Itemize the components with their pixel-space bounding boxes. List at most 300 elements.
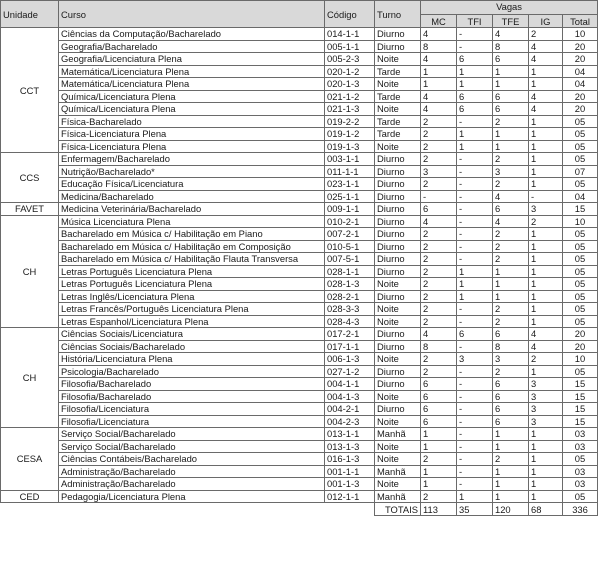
turno-cell: Diurno xyxy=(375,28,421,41)
table-row xyxy=(1,490,598,503)
total-cell: 20 xyxy=(563,103,598,116)
turno-cell: Manhã xyxy=(375,428,421,441)
turno-cell: Diurno xyxy=(375,328,421,341)
table-row xyxy=(1,303,598,316)
tfi-cell: - xyxy=(457,190,493,203)
unidade-cell: CESA xyxy=(1,428,59,491)
ig-cell: - xyxy=(529,190,563,203)
total-cell: 20 xyxy=(563,53,598,66)
turno-cell: Noite xyxy=(375,453,421,466)
tfe-cell: 1 xyxy=(493,490,529,503)
tfe-cell: 1 xyxy=(493,465,529,478)
tfe-cell: 1 xyxy=(493,428,529,441)
total-cell: 20 xyxy=(563,340,598,353)
turno-cell: Tarde xyxy=(375,90,421,103)
tfe-cell: 1 xyxy=(493,140,529,153)
turno-cell: Diurno xyxy=(375,190,421,203)
ig-cell: 1 xyxy=(529,153,563,166)
codigo-cell: 020-1-3 xyxy=(325,78,375,91)
header-turno: Turno xyxy=(375,1,421,28)
tfe-cell: 3 xyxy=(493,353,529,366)
codigo-cell: 019-2-2 xyxy=(325,115,375,128)
tfe-cell: 2 xyxy=(493,253,529,266)
total-cell: 05 xyxy=(563,453,598,466)
ig-cell: 1 xyxy=(529,315,563,328)
turno-cell: Noite xyxy=(375,415,421,428)
table-row xyxy=(1,378,598,391)
turno-cell: Tarde xyxy=(375,115,421,128)
total-cell: 15 xyxy=(563,378,598,391)
table-row xyxy=(1,478,598,491)
turno-cell: Noite xyxy=(375,390,421,403)
tfi-cell: 6 xyxy=(457,328,493,341)
table-row xyxy=(1,440,598,453)
table-row xyxy=(1,265,598,278)
curso-cell: Letras Português Licenciatura Plena xyxy=(59,265,325,278)
turno-cell: Diurno xyxy=(375,253,421,266)
tfe-cell: 6 xyxy=(493,53,529,66)
ig-cell: 3 xyxy=(529,403,563,416)
tfi-cell: 1 xyxy=(457,128,493,141)
total-cell: 05 xyxy=(563,240,598,253)
tfe-cell: 8 xyxy=(493,40,529,53)
tfe-cell: 1 xyxy=(493,128,529,141)
tfi-cell: - xyxy=(457,28,493,41)
tfi-cell: 1 xyxy=(457,278,493,291)
table-row xyxy=(1,103,598,116)
mc-cell: 4 xyxy=(421,103,457,116)
codigo-cell: 011-1-1 xyxy=(325,165,375,178)
turno-cell: Noite xyxy=(375,478,421,491)
header-mc: MC xyxy=(421,15,457,28)
tfi-cell: 1 xyxy=(457,290,493,303)
tfe-cell: 6 xyxy=(493,203,529,216)
mc-cell: 8 xyxy=(421,340,457,353)
tfe-cell: 1 xyxy=(493,78,529,91)
totals-tfi: 35 xyxy=(457,503,493,516)
totals-tfe: 120 xyxy=(493,503,529,516)
table-row xyxy=(1,40,598,53)
table-header xyxy=(1,1,598,28)
tfi-cell: 3 xyxy=(457,353,493,366)
tfe-cell: 6 xyxy=(493,103,529,116)
mc-cell: 6 xyxy=(421,390,457,403)
mc-cell: 4 xyxy=(421,90,457,103)
codigo-cell: 004-2-1 xyxy=(325,403,375,416)
mc-cell: 4 xyxy=(421,215,457,228)
curso-cell: Química/Licenciatura Plena xyxy=(59,103,325,116)
ig-cell: 1 xyxy=(529,128,563,141)
table-row xyxy=(1,453,598,466)
mc-cell: 4 xyxy=(421,328,457,341)
tfi-cell: - xyxy=(457,215,493,228)
tfe-cell: 2 xyxy=(493,115,529,128)
total-cell: 05 xyxy=(563,490,598,503)
tfi-cell: 6 xyxy=(457,53,493,66)
curso-cell: Geografia/Licenciatura Plena xyxy=(59,53,325,66)
table-row xyxy=(1,278,598,291)
ig-cell: 2 xyxy=(529,353,563,366)
ig-cell: 1 xyxy=(529,78,563,91)
codigo-cell: 028-4-3 xyxy=(325,315,375,328)
tfe-cell: 1 xyxy=(493,265,529,278)
total-cell: 05 xyxy=(563,153,598,166)
codigo-cell: 001-1-1 xyxy=(325,465,375,478)
total-cell: 15 xyxy=(563,203,598,216)
total-cell: 20 xyxy=(563,328,598,341)
turno-cell: Noite xyxy=(375,78,421,91)
codigo-cell: 006-1-3 xyxy=(325,353,375,366)
header-vagas: Vagas xyxy=(421,1,598,15)
curso-cell: Medicina/Bacharelado xyxy=(59,190,325,203)
tfe-cell: 6 xyxy=(493,403,529,416)
table-row xyxy=(1,415,598,428)
ig-cell: 1 xyxy=(529,365,563,378)
mc-cell: 6 xyxy=(421,403,457,416)
mc-cell: 6 xyxy=(421,415,457,428)
total-cell: 05 xyxy=(563,315,598,328)
table-row xyxy=(1,228,598,241)
curso-cell: Filosofia/Licenciatura xyxy=(59,415,325,428)
total-cell: 04 xyxy=(563,65,598,78)
table-row xyxy=(1,240,598,253)
curso-cell: Letras Inglês/Licenciatura Plena xyxy=(59,290,325,303)
ig-cell: 1 xyxy=(529,240,563,253)
tfe-cell: 8 xyxy=(493,340,529,353)
tfi-cell: - xyxy=(457,253,493,266)
codigo-cell: 017-1-1 xyxy=(325,340,375,353)
codigo-cell: 009-1-1 xyxy=(325,203,375,216)
mc-cell: 2 xyxy=(421,228,457,241)
turno-cell: Noite xyxy=(375,303,421,316)
tfi-cell: - xyxy=(457,165,493,178)
total-cell: 20 xyxy=(563,90,598,103)
table-row xyxy=(1,65,598,78)
tfi-cell: 6 xyxy=(457,90,493,103)
mc-cell: 8 xyxy=(421,40,457,53)
tfi-cell: 1 xyxy=(457,65,493,78)
total-cell: 03 xyxy=(563,478,598,491)
ig-cell: 2 xyxy=(529,28,563,41)
curso-cell: Letras Português Licenciatura Plena xyxy=(59,278,325,291)
unidade-cell: FAVET xyxy=(1,203,59,216)
tfi-cell: - xyxy=(457,340,493,353)
table-row xyxy=(1,153,598,166)
curso-cell: Letras Espanhol/Licenciatura Plena xyxy=(59,315,325,328)
mc-cell: 2 xyxy=(421,290,457,303)
curso-cell: Química/Licenciatura Plena xyxy=(59,90,325,103)
table-row xyxy=(1,353,598,366)
codigo-cell: 016-1-3 xyxy=(325,453,375,466)
codigo-cell: 028-1-3 xyxy=(325,278,375,291)
turno-cell: Manhã xyxy=(375,465,421,478)
tfi-cell: 1 xyxy=(457,490,493,503)
tfe-cell: 2 xyxy=(493,240,529,253)
table-row xyxy=(1,365,598,378)
ig-cell: 1 xyxy=(529,265,563,278)
table-row xyxy=(1,390,598,403)
total-cell: 07 xyxy=(563,165,598,178)
mc-cell: 2 xyxy=(421,490,457,503)
curso-cell: História/Licenciatura Plena xyxy=(59,353,325,366)
ig-cell: 1 xyxy=(529,165,563,178)
mc-cell: 2 xyxy=(421,153,457,166)
table-row xyxy=(1,115,598,128)
curso-cell: Enfermagem/Bacharelado xyxy=(59,153,325,166)
ig-cell: 1 xyxy=(529,478,563,491)
curso-cell: Medicina Veterinária/Bacharelado xyxy=(59,203,325,216)
codigo-cell: 010-2-1 xyxy=(325,215,375,228)
curso-cell: Administração/Bacharelado xyxy=(59,478,325,491)
tfi-cell: - xyxy=(457,403,493,416)
table-row xyxy=(1,328,598,341)
turno-cell: Diurno xyxy=(375,365,421,378)
table-row xyxy=(1,403,598,416)
codigo-cell: 028-2-1 xyxy=(325,290,375,303)
codigo-cell: 013-1-1 xyxy=(325,428,375,441)
turno-cell: Diurno xyxy=(375,228,421,241)
total-cell: 10 xyxy=(563,353,598,366)
mc-cell: 1 xyxy=(421,78,457,91)
codigo-cell: 021-1-2 xyxy=(325,90,375,103)
ig-cell: 1 xyxy=(529,140,563,153)
curso-cell: Física-Bacharelado xyxy=(59,115,325,128)
curso-cell: Geografia/Bacharelado xyxy=(59,40,325,53)
mc-cell: 2 xyxy=(421,128,457,141)
codigo-cell: 027-1-2 xyxy=(325,365,375,378)
table-row xyxy=(1,90,598,103)
tfe-cell: 1 xyxy=(493,290,529,303)
mc-cell: 2 xyxy=(421,115,457,128)
codigo-cell: 019-1-3 xyxy=(325,140,375,153)
mc-cell: 2 xyxy=(421,303,457,316)
table-row xyxy=(1,165,598,178)
tfi-cell: - xyxy=(457,415,493,428)
tfi-cell: - xyxy=(457,153,493,166)
tfe-cell: 2 xyxy=(493,365,529,378)
mc-cell: 2 xyxy=(421,240,457,253)
ig-cell: 2 xyxy=(529,215,563,228)
tfe-cell: 4 xyxy=(493,215,529,228)
total-cell: 04 xyxy=(563,190,598,203)
table-row xyxy=(1,428,598,441)
tfe-cell: 2 xyxy=(493,315,529,328)
table-row xyxy=(1,253,598,266)
total-cell: 03 xyxy=(563,428,598,441)
tfi-cell: - xyxy=(457,303,493,316)
tfe-cell: 6 xyxy=(493,328,529,341)
ig-cell: 1 xyxy=(529,303,563,316)
ig-cell: 1 xyxy=(529,453,563,466)
mc-cell: 2 xyxy=(421,278,457,291)
tfi-cell: - xyxy=(457,428,493,441)
total-cell: 04 xyxy=(563,78,598,91)
turno-cell: Noite xyxy=(375,278,421,291)
tfe-cell: 2 xyxy=(493,303,529,316)
table-body xyxy=(1,28,598,503)
total-cell: 03 xyxy=(563,465,598,478)
ig-cell: 1 xyxy=(529,178,563,191)
header-tfi: TFI xyxy=(457,15,493,28)
tfe-cell: 1 xyxy=(493,478,529,491)
curso-cell: Nutrição/Bacharelado* xyxy=(59,165,325,178)
tfi-cell: - xyxy=(457,453,493,466)
totals-total: 336 xyxy=(563,503,598,516)
tfi-cell: - xyxy=(457,478,493,491)
turno-cell: Diurno xyxy=(375,403,421,416)
ig-cell: 1 xyxy=(529,278,563,291)
turno-cell: Noite xyxy=(375,315,421,328)
totals-spacer xyxy=(325,503,375,516)
curso-cell: Bacharelado em Música c/ Habilitação Flauta Transversa xyxy=(59,253,325,266)
tfe-cell: 2 xyxy=(493,153,529,166)
header-ig: IG xyxy=(529,15,563,28)
total-cell: 05 xyxy=(563,128,598,141)
curso-cell: Administração/Bacharelado xyxy=(59,465,325,478)
turno-cell: Diurno xyxy=(375,40,421,53)
ig-cell: 4 xyxy=(529,90,563,103)
codigo-cell: 003-1-1 xyxy=(325,153,375,166)
total-cell: 10 xyxy=(563,215,598,228)
header-curso: Curso xyxy=(59,1,325,28)
tfe-cell: 1 xyxy=(493,65,529,78)
codigo-cell: 028-3-3 xyxy=(325,303,375,316)
codigo-cell: 012-1-1 xyxy=(325,490,375,503)
tfi-cell: - xyxy=(457,40,493,53)
table-row xyxy=(1,178,598,191)
curso-cell: Pedagogia/Licenciatura Plena xyxy=(59,490,325,503)
tfe-cell: 6 xyxy=(493,378,529,391)
curso-cell: Filosofia/Licenciatura xyxy=(59,403,325,416)
tfi-cell: - xyxy=(457,440,493,453)
curso-cell: Letras Francês/Português Licenciatura Plena xyxy=(59,303,325,316)
mc-cell: 2 xyxy=(421,178,457,191)
mc-cell: 2 xyxy=(421,315,457,328)
total-cell: 05 xyxy=(563,228,598,241)
turno-cell: Diurno xyxy=(375,153,421,166)
ig-cell: 4 xyxy=(529,40,563,53)
codigo-cell: 004-2-3 xyxy=(325,415,375,428)
codigo-cell: 021-1-3 xyxy=(325,103,375,116)
total-cell: 03 xyxy=(563,440,598,453)
tfi-cell: - xyxy=(457,315,493,328)
table-row xyxy=(1,128,598,141)
mc-cell: 1 xyxy=(421,65,457,78)
mc-cell: 2 xyxy=(421,253,457,266)
turno-cell: Diurno xyxy=(375,378,421,391)
turno-cell: Diurno xyxy=(375,165,421,178)
codigo-cell: 020-1-2 xyxy=(325,65,375,78)
ig-cell: 4 xyxy=(529,103,563,116)
turno-cell: Diurno xyxy=(375,290,421,303)
codigo-cell: 019-1-2 xyxy=(325,128,375,141)
ig-cell: 4 xyxy=(529,340,563,353)
tfi-cell: - xyxy=(457,378,493,391)
mc-cell: 3 xyxy=(421,165,457,178)
codigo-cell: 028-1-1 xyxy=(325,265,375,278)
ig-cell: 4 xyxy=(529,53,563,66)
tfe-cell: 2 xyxy=(493,228,529,241)
curso-cell: Ciências Contábeis/Bacharelado xyxy=(59,453,325,466)
totals-mc: 113 xyxy=(421,503,457,516)
table-row xyxy=(1,290,598,303)
total-cell: 05 xyxy=(563,140,598,153)
turno-cell: Diurno xyxy=(375,203,421,216)
curso-cell: Educação Física/Licenciatura xyxy=(59,178,325,191)
table-row xyxy=(1,53,598,66)
table-row xyxy=(1,465,598,478)
totals-spacer xyxy=(1,503,59,516)
codigo-cell: 001-1-3 xyxy=(325,478,375,491)
tfe-cell: 4 xyxy=(493,28,529,41)
turno-cell: Tarde xyxy=(375,65,421,78)
header-tfe: TFE xyxy=(493,15,529,28)
total-cell: 20 xyxy=(563,40,598,53)
mc-cell: 2 xyxy=(421,140,457,153)
total-cell: 10 xyxy=(563,28,598,41)
header-unidade: Unidade xyxy=(1,1,59,28)
total-cell: 05 xyxy=(563,303,598,316)
codigo-cell: 005-1-1 xyxy=(325,40,375,53)
tfe-cell: 6 xyxy=(493,415,529,428)
total-cell: 15 xyxy=(563,390,598,403)
total-cell: 15 xyxy=(563,403,598,416)
tfe-cell: 1 xyxy=(493,278,529,291)
mc-cell: 1 xyxy=(421,465,457,478)
ig-cell: 3 xyxy=(529,378,563,391)
mc-cell: 1 xyxy=(421,440,457,453)
codigo-cell: 023-1-1 xyxy=(325,178,375,191)
curso-cell: Filosofia/Bacharelado xyxy=(59,378,325,391)
curso-cell: Física-Licenciatura Plena xyxy=(59,128,325,141)
totals-row xyxy=(1,503,598,516)
tfe-cell: 3 xyxy=(493,165,529,178)
total-cell: 05 xyxy=(563,115,598,128)
turno-cell: Noite xyxy=(375,53,421,66)
curso-cell: Psicologia/Bacharelado xyxy=(59,365,325,378)
total-cell: 05 xyxy=(563,178,598,191)
turno-cell: Noite xyxy=(375,440,421,453)
ig-cell: 1 xyxy=(529,290,563,303)
curso-cell: Ciências Sociais/Licenciatura xyxy=(59,328,325,341)
codigo-cell: 004-1-3 xyxy=(325,390,375,403)
ig-cell: 1 xyxy=(529,428,563,441)
tfe-cell: 1 xyxy=(493,440,529,453)
totals-spacer xyxy=(59,503,325,516)
curso-cell: Bacharelado em Música c/ Habilitação em Piano xyxy=(59,228,325,241)
table-row xyxy=(1,78,598,91)
total-cell: 05 xyxy=(563,290,598,303)
total-cell: 05 xyxy=(563,278,598,291)
turno-cell: Noite xyxy=(375,353,421,366)
ig-cell: 3 xyxy=(529,203,563,216)
ig-cell: 1 xyxy=(529,115,563,128)
unidade-cell: CH xyxy=(1,328,59,428)
tfi-cell: 1 xyxy=(457,265,493,278)
unidade-cell: CCS xyxy=(1,153,59,203)
ig-cell: 1 xyxy=(529,65,563,78)
total-cell: 05 xyxy=(563,265,598,278)
ig-cell: 1 xyxy=(529,253,563,266)
table-row xyxy=(1,140,598,153)
tfi-cell: - xyxy=(457,240,493,253)
header-total: Total xyxy=(563,15,598,28)
codigo-cell: 005-2-3 xyxy=(325,53,375,66)
table-row xyxy=(1,215,598,228)
unidade-cell: CCT xyxy=(1,28,59,153)
total-cell: 15 xyxy=(563,415,598,428)
ig-cell: 3 xyxy=(529,390,563,403)
